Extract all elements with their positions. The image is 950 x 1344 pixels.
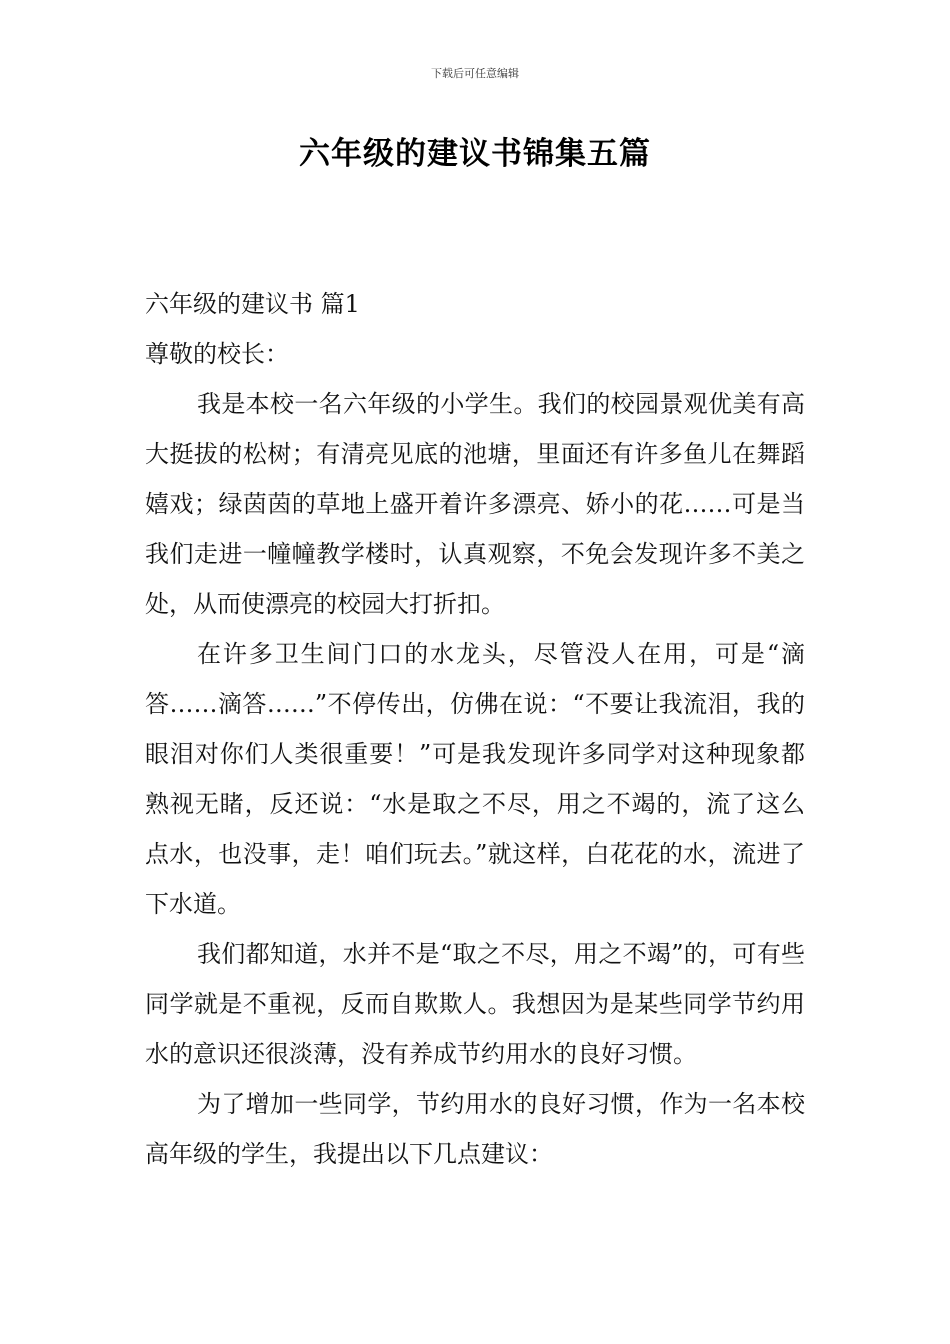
- document-body: [145, 279, 805, 1179]
- salutation: 尊敬的校长：: [145, 340, 289, 368]
- header-note: 下载后可任意编辑: [431, 67, 519, 80]
- paragraph-4: 为了增加一些同学，节约用水的良好习惯，作为一名本校高年级的学生，我提出以下几点建议：: [145, 1090, 805, 1168]
- section-heading: 六年级的建议书 篇1: [145, 290, 360, 318]
- paragraph-3: 我们都知道，水并不是“取之不尽，用之不竭”的，可有些同学就是不重视，反而自欺欺人。我想因为是某些同学节约用水的意识还很淡薄，没有养成节约用水的良好习惯。: [145, 940, 805, 1068]
- document-title: 六年级的建议书锦集五篇: [299, 136, 651, 172]
- paragraph-1: 我是本校一名六年级的小学生。我们的校园景观优美有高大挺拔的松树；有清亮见底的池塘，里面还有许多鱼儿在舞蹈嬉戏；绿茵茵的草地上盛开着许多漂亮、娇小的花……可是当我们走进一幢幢教学楼时，认真观察，不免会发现许多不美之处，从而使漂亮的校园大打折扣。: [145, 390, 805, 618]
- paragraph-2: 在许多卫生间门口的水龙头，尽管没人在用，可是“滴答……滴答……”不停传出，仿佛在说：“不要让我流泪，我的眼泪对你们人类很重要！”可是我发现许多同学对这种现象都熟视无睹，反还说：“水是取之不尽，用之不竭的，流了这么点水，也没事，走！咱们玩去。”就这样，白花花的水，流进了下水道。: [145, 640, 805, 918]
